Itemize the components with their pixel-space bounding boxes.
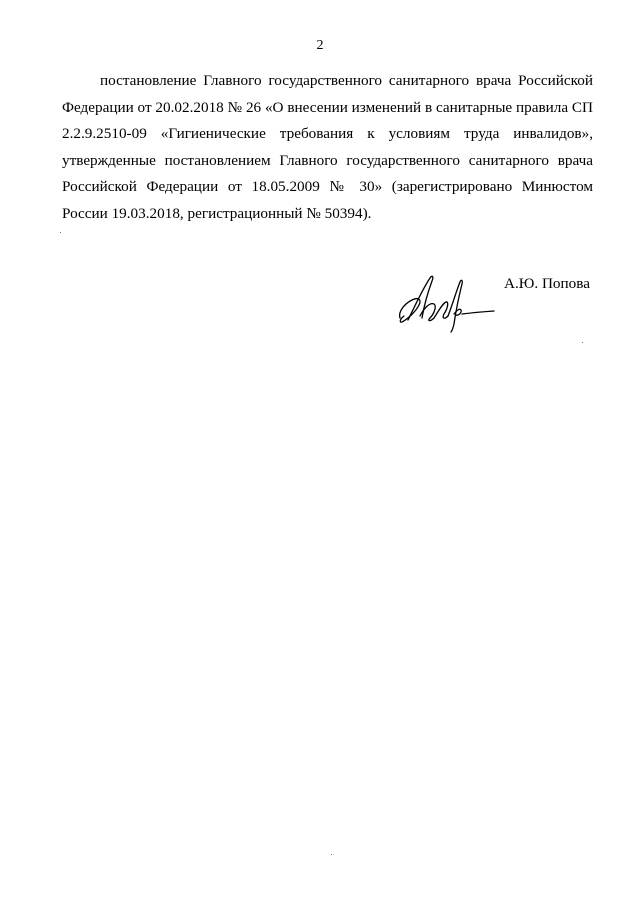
page-number: 2 bbox=[316, 38, 324, 53]
scan-speck bbox=[582, 342, 583, 343]
signatory-name: А.Ю. Попова bbox=[504, 275, 590, 292]
scan-speck bbox=[60, 232, 61, 233]
handwritten-signature-icon bbox=[394, 268, 498, 334]
body-paragraph: постановление Главного государственного санитарного врача Российской Федерации от 20.02.2018 № 26 «О внесении изменений в санитарные правила СП 2.2.9.2510-09 «Гигиенические требования к условиям труда инвалидов», утвержденные постановлением Главного государственного санитарного врача Российской Федерации от 18.05.2009 № 30» (зарегистрировано Минюстом России 19.03.2018, регистрационный № 50394). bbox=[62, 72, 593, 222]
scan-speck bbox=[331, 854, 332, 855]
